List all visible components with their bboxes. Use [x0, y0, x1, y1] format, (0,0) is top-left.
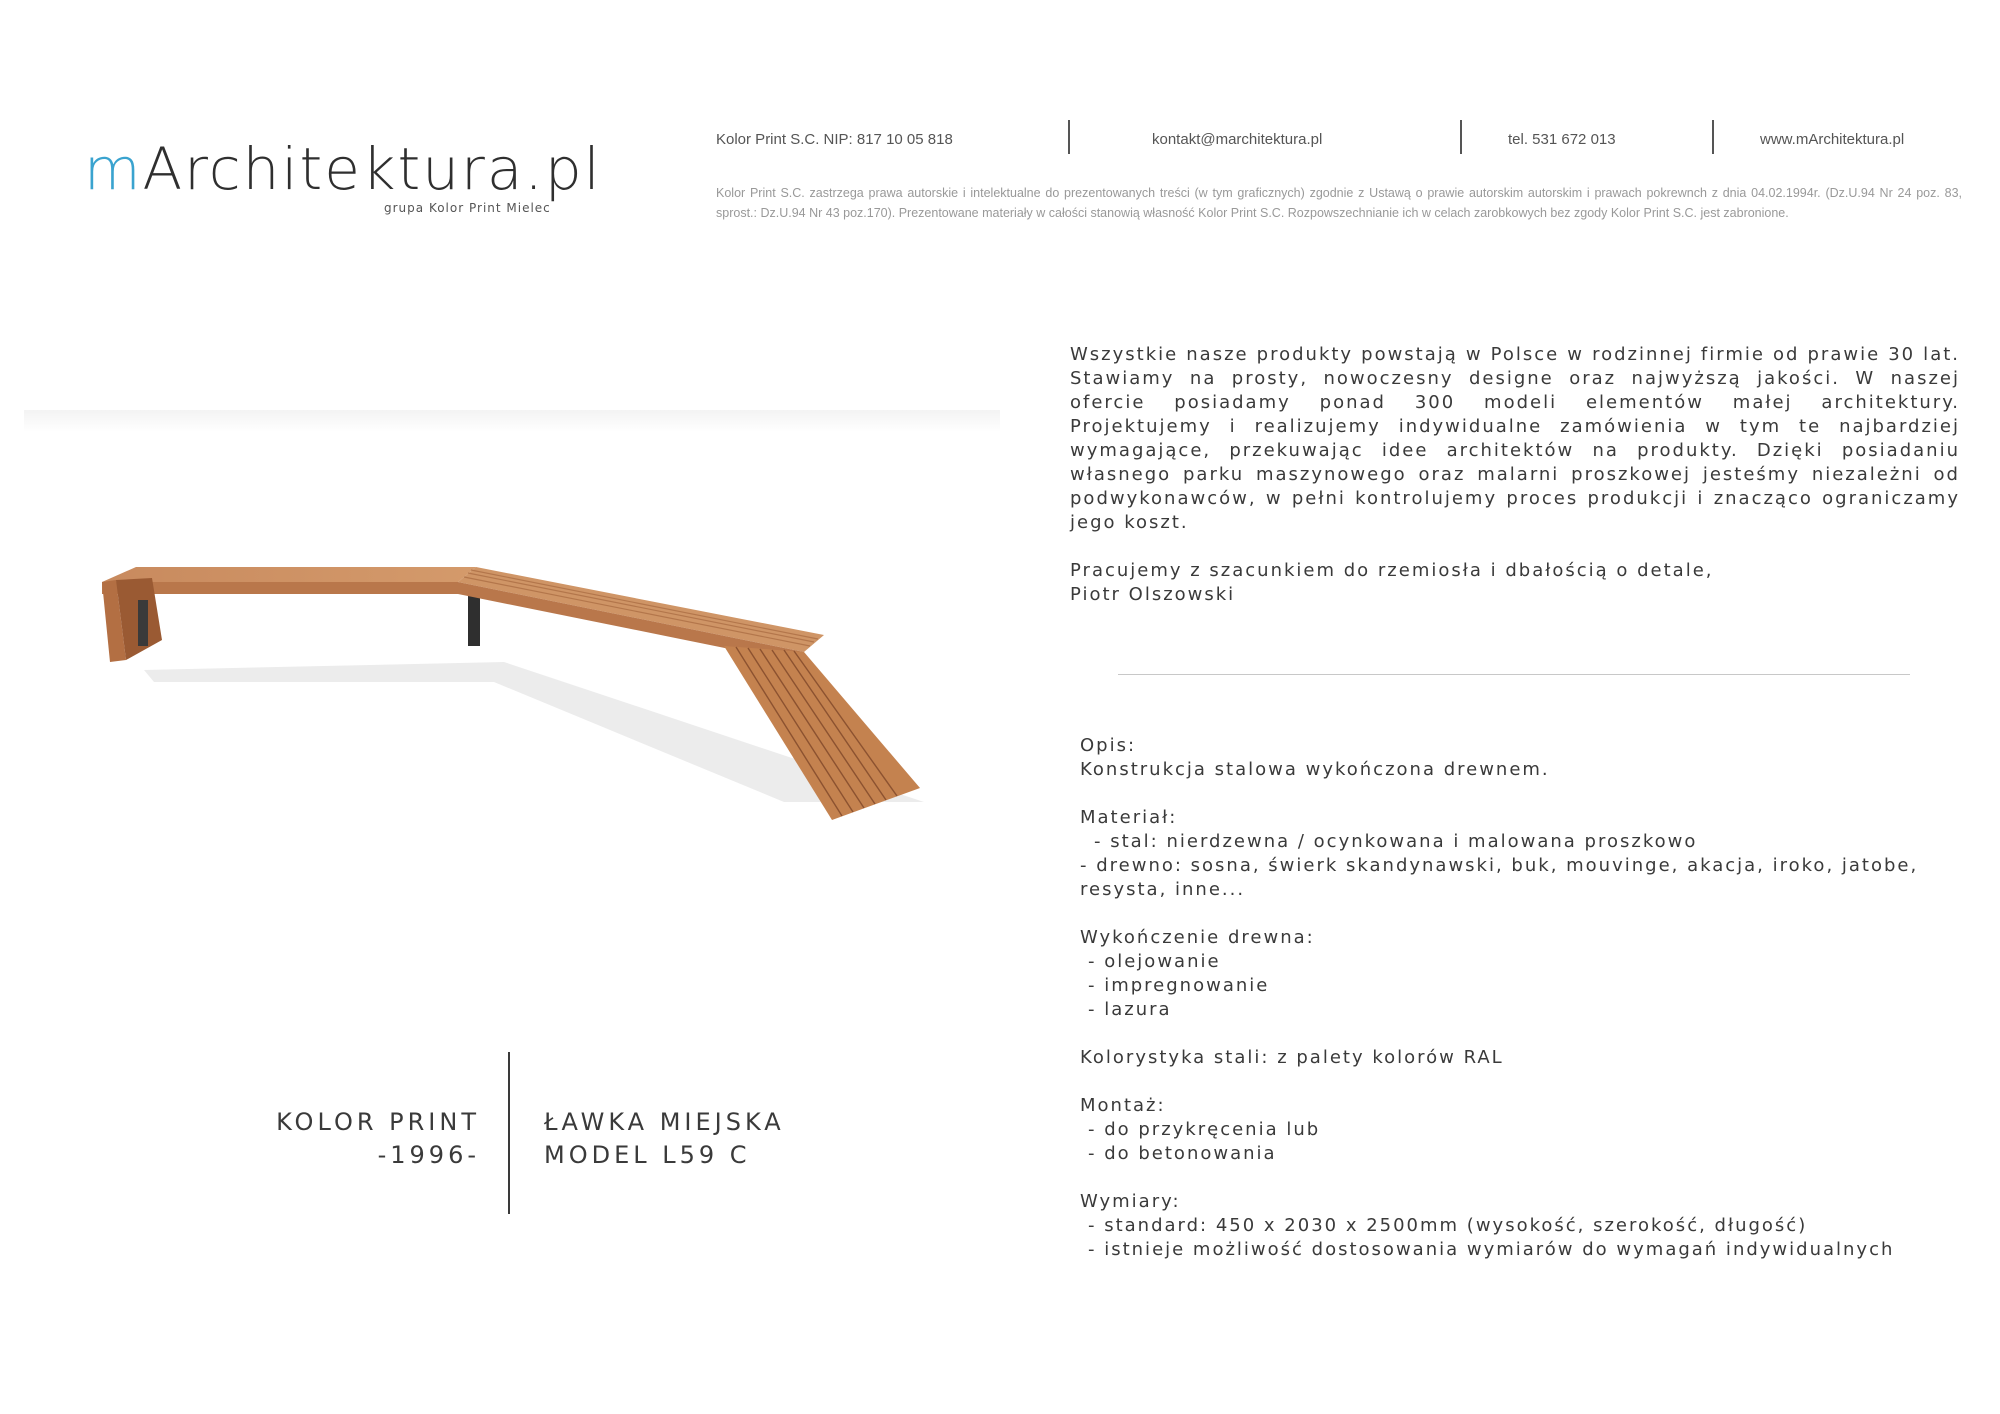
caption-year: -1996-: [377, 1141, 480, 1169]
opis-text: Konstrukcja stalowa wykończona drewnem.: [1080, 759, 1550, 780]
header-divider: [1460, 120, 1462, 154]
section-divider: [1118, 674, 1910, 675]
logo: [84, 135, 602, 215]
logo-wordmark: [84, 135, 602, 203]
left-steel-post: [138, 600, 148, 646]
seat-top-left: [102, 567, 476, 582]
slanted-leg: [724, 646, 920, 820]
backdrop-band: [24, 410, 1000, 432]
logo-main: Architektura.pl: [142, 135, 602, 203]
finish-item: - lazura: [1088, 999, 1172, 1020]
steel-color: Kolorystyka stali: z palety kolorów RAL: [1080, 1047, 1504, 1068]
middle-steel-leg: [468, 594, 480, 646]
caption-divider: [508, 1052, 510, 1214]
intro-paragraph: Wszystkie nasze produkty powstają w Polsce w rodzinnej firmie od prawie 30 lat. Stawiamy na prosty, nowoczesny designe oraz najwyższą jakości. W naszej ofercie posiadamy ponad 300 modeli elementów małej architektury. Projektujemy i realizujemy indywidualne zamówienia w tym te najbardziej wymagające, przekuwając idee architektów na produkty. Dzięki posiadaniu własnego parku maszynowego oraz malarni proszkowej jesteśmy niezależni od podwykonawców, w pełni kontrolujemy proces produkcji i znacząco ograniczamy jego koszt.: [1070, 344, 1960, 533]
caption-brand-name: KOLOR PRINT: [276, 1108, 480, 1136]
header-divider: [1068, 120, 1070, 154]
phone-number[interactable]: tel. 531 672 013: [1508, 131, 1616, 148]
logo-prefix: m: [84, 135, 143, 203]
caption-model: MODEL L59 C: [544, 1141, 751, 1169]
company-nip: Kolor Print S.C. NIP: 817 10 05 818: [716, 131, 953, 148]
bench-product-image: [24, 410, 1000, 870]
mount-label: Montaż:: [1080, 1095, 1166, 1116]
mount-item: - do betonowania: [1088, 1143, 1277, 1164]
finish-item: - impregnowanie: [1088, 975, 1270, 996]
product-specification: [1080, 734, 1960, 1262]
logo-subtitle: grupa Kolor Print Mielec: [384, 201, 551, 215]
material-wood: - drewno: sosna, świerk skandynawski, buk, mouvinge, akacja, iroko, jatobe, resysta, inne...: [1080, 855, 1919, 900]
legal-notice: [716, 183, 1962, 223]
finish-item: - olejowanie: [1088, 951, 1221, 972]
finish-label: Wykończenie drewna:: [1080, 927, 1315, 948]
caption-brand: [250, 1106, 480, 1172]
caption-product: [544, 1106, 785, 1172]
opis-label: Opis:: [1080, 735, 1137, 756]
material-steel: - stal: nierdzewna / ocynkowana i malowana proszkowo: [1094, 831, 1698, 852]
dims-item: - standard: 450 x 2030 x 2500mm (wysokość, szerokość, długość): [1088, 1215, 1808, 1236]
legal-line: S.C. jest zabronione.: [1672, 206, 1789, 220]
header-divider: [1712, 120, 1714, 154]
dims-item: - istnieje możliwość dostosowania wymiarów do wymagań indywidualnych: [1088, 1239, 1895, 1260]
dims-label: Wymiary:: [1080, 1191, 1181, 1212]
intro-closing: Pracujemy z szacunkiem do rzemiosła i dbałością o detale,: [1070, 560, 1714, 581]
email-link[interactable]: kontakt@marchitektura.pl: [1152, 131, 1323, 148]
seat-front-left: [102, 582, 458, 594]
mount-item: - do przykręcenia lub: [1088, 1119, 1321, 1140]
legal-line: Kolor Print S.C. zastrzega prawa autorskie i intelektualne do prezentowanych treści (w tym graficznych) zgodnie z Ustawą o prawie autorskim autorskim i prawach pokrewnch z dnia 04.02.1994r.: [716, 186, 1821, 200]
material-label: Materiał:: [1080, 807, 1178, 828]
legal-line: (Dz.U.94 Nr 24 poz. 83, sprost.: Dz.U.94 Nr 43 poz.170). Prezentowane materiały w całości stanowią własność Kolor Print S.C. Rozpowszechnianie ich w celach zarobkowych bez zgody Kolor Print: [716, 186, 1962, 220]
intro-text: [1070, 343, 1960, 607]
website-link[interactable]: www.mArchitektura.pl: [1760, 131, 1905, 148]
intro-signature: Piotr Olszowski: [1070, 584, 1236, 605]
seat-top-right: [458, 567, 824, 652]
caption-product-name: ŁAWKA MIEJSKA: [544, 1108, 785, 1136]
